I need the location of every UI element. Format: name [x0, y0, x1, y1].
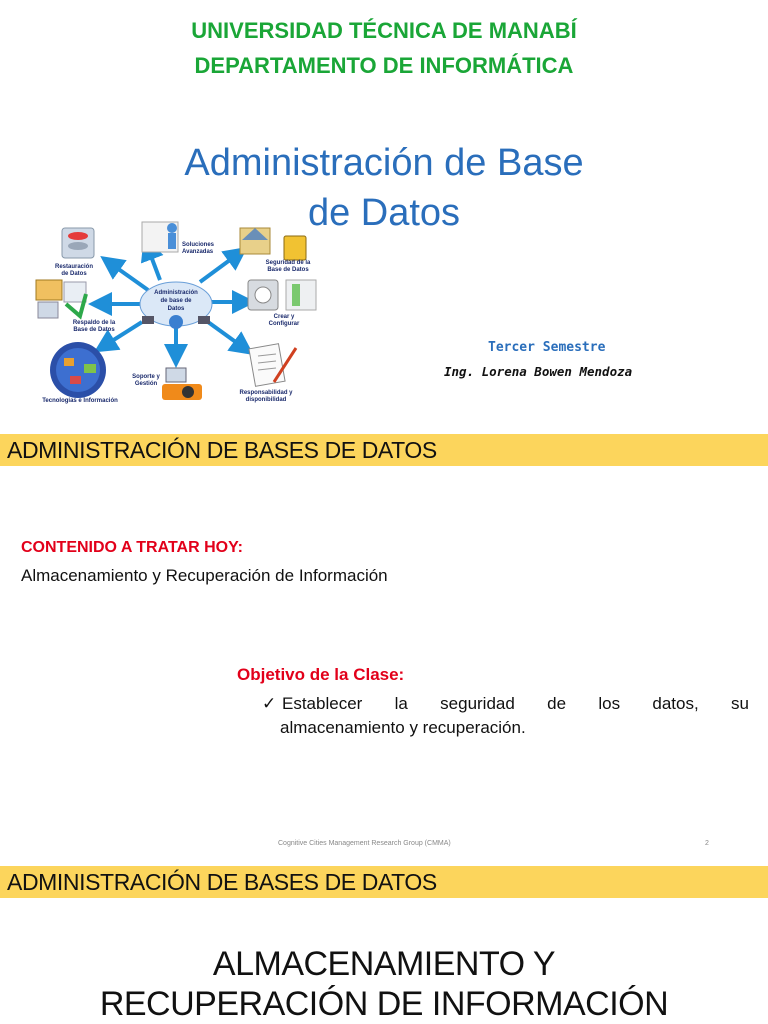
semester-label: Tercer Semestre [488, 340, 606, 355]
check-icon: ✓ [262, 694, 277, 713]
center-node [140, 282, 212, 329]
objetivo-word: su [730, 694, 749, 713]
teacher-name: Ing. Lorena Bowen Mendoza [444, 364, 633, 379]
objetivo-word: los [598, 694, 621, 713]
center-label-1: Administración [154, 290, 198, 296]
restauracion-label-2: de Datos [61, 271, 87, 277]
respaldo-node [36, 280, 116, 333]
objetivo-line-2: almacenamiento y recuperación. [280, 718, 526, 737]
course-title-line1: Administración de Base [184, 142, 584, 184]
seguridad-label-2: Base de Datos [267, 267, 309, 273]
department-name: DEPARTAMENTO DE INFORMÁTICA [194, 53, 574, 78]
title-slide [0, 0, 768, 432]
objetivo-label: Objetivo de la Clase: [237, 665, 405, 684]
soporte-label-1: Soporte y [132, 374, 160, 380]
soluciones-label-1: Soluciones [182, 242, 215, 248]
objetivo-word: la [394, 694, 408, 713]
content-slide [0, 432, 768, 864]
slide-header-band: ADMINISTRACIÓN DE BASES DE DATOS [0, 434, 768, 466]
section-title-line2: RECUPERACIÓN DE INFORMACIÓN [99, 985, 669, 1023]
soluciones-node [142, 222, 215, 255]
slide-header-band: ADMINISTRACIÓN DE BASES DE DATOS [0, 866, 768, 898]
soporte-label-2: Gestión [134, 381, 158, 387]
respaldo-label-2: Base de Datos [73, 327, 115, 333]
slide-footer: Cognitive Cities Management Research Group (CMMA) [278, 840, 451, 847]
dba-concept-diagram [30, 218, 330, 410]
objetivo-word: seguridad [440, 694, 515, 713]
center-label-2: de base de [160, 298, 192, 304]
page-number: 2 [705, 840, 709, 847]
soluciones-label-2: Avanzadas [182, 249, 214, 255]
restauracion-node [55, 228, 94, 277]
center-label-3: Datos [167, 306, 185, 312]
section-slide [0, 864, 768, 1024]
crear-node [248, 280, 316, 327]
soporte-node [132, 368, 202, 400]
restauracion-label-1: Restauración [54, 264, 94, 270]
crear-label-2: Configurar [268, 321, 300, 327]
objetivo-word: datos, [652, 694, 699, 713]
course-title-line2: de Datos [307, 192, 461, 234]
objetivo-word: Establecer [282, 694, 363, 713]
section-title [0, 944, 768, 1024]
tecnologias-label: Tecnologías e Información [42, 398, 118, 404]
section-title-line1: ALMACENAMIENTO Y [212, 945, 556, 983]
objetivo-bullet [262, 692, 749, 740]
responsabilidad-node [239, 344, 296, 403]
contenido-text: Almacenamiento y Recuperación de Información [21, 566, 388, 585]
university-name: UNIVERSIDAD TÉCNICA DE MANABÍ [191, 18, 577, 43]
contenido-label: CONTENIDO A TRATAR HOY: [21, 539, 243, 556]
tecnologias-node [42, 342, 118, 404]
responsabilidad-label-1: Responsabilidad y [239, 390, 293, 396]
crear-label-1: Crear y [273, 314, 295, 320]
objetivo-line-1 [265, 692, 749, 716]
seguridad-node [240, 228, 311, 273]
responsabilidad-label-2: disponibilidad [245, 397, 287, 403]
respaldo-label-1: Respaldo de la [72, 320, 116, 326]
objetivo-word: de [547, 694, 567, 713]
seguridad-label-1: Seguridad de la [265, 260, 311, 266]
